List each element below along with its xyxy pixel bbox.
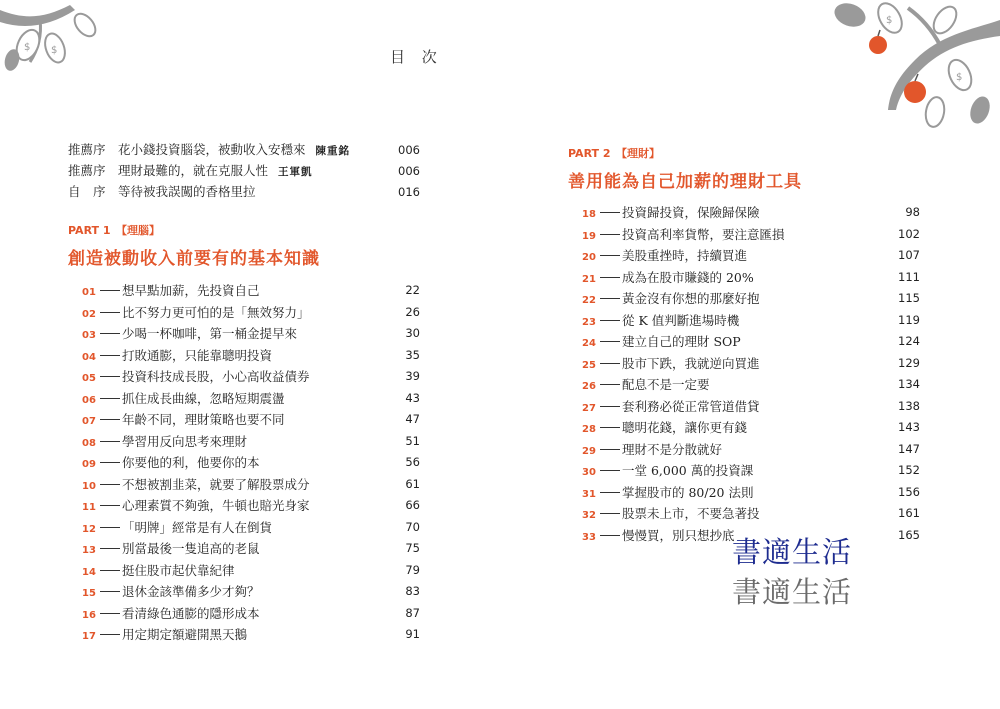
toc-item[interactable] <box>82 581 420 603</box>
leader-dash <box>100 462 120 463</box>
chapter-title: 成為在股市賺錢的 20% <box>622 269 754 285</box>
chapter-number: 06 <box>82 394 96 406</box>
chapter-number: 28 <box>582 424 596 435</box>
chapter-number: 13 <box>82 545 96 556</box>
tree-branch-icon <box>0 0 110 90</box>
chapter-page: 115 <box>898 291 920 305</box>
chapter-page: 147 <box>898 441 920 456</box>
chapter-number: 30 <box>582 467 596 478</box>
chapter-title: 慢慢買，別只想抄底 <box>622 527 735 543</box>
chapter-title: 比不努力更可怕的是「無效努力」 <box>122 304 310 320</box>
leader-dash <box>100 441 120 442</box>
leader-dash <box>100 484 120 485</box>
leader-dash <box>600 406 620 407</box>
chapter-title: 投資歸投資，保險歸保險 <box>622 205 760 220</box>
chapter-page: 152 <box>898 463 920 477</box>
chapter-page: 124 <box>898 334 920 348</box>
toc-item[interactable] <box>582 310 920 332</box>
leader-dash <box>600 535 620 536</box>
part2-heading: 善用能為自己加薪的理財工具 <box>568 172 802 192</box>
leader-dash <box>600 277 620 278</box>
chapter-page: 165 <box>898 527 920 542</box>
part1-toc-list <box>82 280 420 646</box>
chapter-title: 黃金沒有你想的那麼好抱 <box>622 291 760 306</box>
chapter-number: 33 <box>582 531 596 543</box>
chapter-title: 美股重挫時，持續買進 <box>622 248 748 263</box>
chapter-page: 91 <box>405 627 420 641</box>
preface-kind: 推薦序 <box>68 163 106 178</box>
leader-dash <box>600 255 620 256</box>
chapter-title: 想早點加薪，先投資自己 <box>122 283 260 298</box>
svg-text:$: $ <box>24 42 31 53</box>
chapter-page: 39 <box>405 369 420 383</box>
chapter-page: 161 <box>898 506 920 520</box>
chapter-page: 47 <box>405 412 420 426</box>
toc-item[interactable] <box>82 345 420 367</box>
svg-text:$: $ <box>51 45 58 56</box>
chapter-page: 70 <box>405 519 420 534</box>
preface-row[interactable] <box>68 140 420 160</box>
leader-dash <box>600 320 620 321</box>
toc-item[interactable] <box>82 323 420 345</box>
chapter-number: 26 <box>582 381 596 392</box>
leader-dash <box>100 333 120 334</box>
toc-item[interactable] <box>82 474 420 496</box>
chapter-page: 66 <box>405 498 420 512</box>
toc-item[interactable] <box>82 280 420 302</box>
chapter-title: 不想被割韭菜，就要了解股票成分 <box>122 476 310 492</box>
chapter-number: 15 <box>82 588 96 599</box>
chapter-title: 退休金該準備多少才夠？ <box>122 584 260 599</box>
leader-dash <box>600 212 620 213</box>
leader-dash <box>100 355 120 356</box>
chapter-title: 投資高利率貨幣，要注意匯損 <box>622 226 785 242</box>
chapter-page: 129 <box>898 355 920 370</box>
chapter-number: 04 <box>82 351 96 363</box>
chapter-number: 32 <box>582 510 596 521</box>
chapter-title: 你要他的利，他要你的本 <box>122 455 260 470</box>
chapter-title: 別當最後一隻追高的老鼠 <box>122 541 260 556</box>
leader-dash <box>600 384 620 385</box>
chapter-page: 79 <box>405 562 420 577</box>
chapter-page: 107 <box>898 248 920 262</box>
part2-label: PART 2 【理財】 <box>568 147 661 160</box>
toc-item[interactable] <box>582 503 920 525</box>
preface-title: 理財最難的，就在克服人性 王軍凱 <box>118 163 313 178</box>
chapter-title: 投資科技成長股，小心高收益債券 <box>122 369 310 384</box>
chapter-title: 年齡不同，理財策略也要不同 <box>122 412 285 427</box>
chapter-number: 23 <box>582 316 596 328</box>
preface-kind: 自 序 <box>68 184 106 199</box>
leader-dash <box>100 634 120 635</box>
chapter-title: 看清綠色通膨的隱形成本 <box>122 605 260 621</box>
chapter-title: 「明牌」經常是有人在倒貨 <box>122 519 273 535</box>
chapter-number: 25 <box>582 359 596 371</box>
toc-item[interactable] <box>82 452 420 474</box>
leader-dash <box>100 613 120 614</box>
leader-dash <box>600 470 620 471</box>
chapter-number: 12 <box>82 523 96 535</box>
chapter-title: 打敗通膨，只能靠聰明投資 <box>122 347 273 363</box>
chapter-page: 83 <box>405 584 420 598</box>
leader-dash <box>100 376 120 377</box>
chapter-number: 29 <box>582 445 596 457</box>
chapter-number: 20 <box>582 252 596 263</box>
chapter-page: 43 <box>405 390 420 405</box>
leader-dash <box>600 427 620 428</box>
chapter-title: 一堂 6,000 萬的投資課 <box>622 463 754 478</box>
leader-dash <box>600 449 620 450</box>
toc-item[interactable] <box>82 495 420 517</box>
chapter-number: 16 <box>82 609 96 621</box>
chapter-title: 理財不是分散就好 <box>622 441 723 457</box>
chapter-page: 30 <box>405 326 420 340</box>
leader-dash <box>600 513 620 514</box>
chapter-number: 18 <box>582 209 596 220</box>
toc-item[interactable] <box>82 603 420 625</box>
chapter-page: 75 <box>405 541 420 555</box>
chapter-title: 建立自己的理財 SOP <box>622 334 741 349</box>
chapter-title: 從 K 值判斷進場時機 <box>622 312 740 328</box>
chapter-number: 05 <box>82 373 96 384</box>
chapter-title: 用定期定額避開黑天鵝 <box>122 627 248 642</box>
toc-item[interactable] <box>582 482 920 504</box>
leader-dash <box>100 591 120 592</box>
chapter-number: 31 <box>582 488 596 500</box>
watermark-blue: 書適生活 <box>732 535 853 569</box>
toc-item[interactable] <box>582 460 920 482</box>
preface-title: 花小錢投資腦袋，被動收入安穩來 陳重銘 <box>118 142 351 157</box>
leader-dash <box>100 527 120 528</box>
leader-dash <box>100 312 120 313</box>
chapter-page: 22 <box>405 283 420 297</box>
page-title: 目 次 <box>390 48 443 66</box>
preface-row[interactable] <box>68 161 420 181</box>
part1-heading: 創造被動收入前要有的基本知識 <box>68 249 320 269</box>
preface-author: 王軍凱 <box>278 166 313 178</box>
leader-dash <box>600 341 620 342</box>
chapter-number: 11 <box>82 502 96 513</box>
chapter-number: 22 <box>582 295 596 306</box>
chapter-title: 學習用反向思考來理財 <box>122 433 248 449</box>
chapter-title: 挺住股市起伏靠紀律 <box>122 562 235 578</box>
chapter-number: 02 <box>82 308 96 320</box>
toc-item[interactable] <box>82 302 420 324</box>
toc-item[interactable] <box>582 353 920 375</box>
toc-item[interactable] <box>82 431 420 453</box>
chapter-page: 98 <box>905 205 920 219</box>
toc-item[interactable] <box>582 224 920 246</box>
chapter-number: 19 <box>582 230 596 242</box>
toc-item[interactable] <box>82 624 420 646</box>
toc-item[interactable] <box>82 388 420 410</box>
chapter-title: 掌握股市的 80/20 法則 <box>622 484 754 500</box>
toc-item[interactable] <box>82 560 420 582</box>
chapter-page: 119 <box>898 312 920 327</box>
chapter-page: 56 <box>405 455 420 469</box>
chapter-page: 87 <box>405 605 420 620</box>
svg-text:$: $ <box>956 72 963 83</box>
toc-item[interactable] <box>582 267 920 289</box>
chapter-number: 21 <box>582 273 596 285</box>
chapter-title: 套利務必從正常管道借貸 <box>622 398 760 414</box>
chapter-title: 配息不是一定要 <box>622 377 710 392</box>
toc-item[interactable] <box>82 409 420 431</box>
preface-page: 016 <box>398 185 420 199</box>
toc-item[interactable] <box>582 202 920 224</box>
watermark-gray: 書適生活 <box>732 575 853 609</box>
toc-item[interactable] <box>582 374 920 396</box>
leader-dash <box>600 363 620 364</box>
preface-page: 006 <box>398 143 420 157</box>
leader-dash <box>600 234 620 235</box>
chapter-title: 少喝一杯咖啡，第一桶金提早來 <box>122 326 298 341</box>
chapter-number: 14 <box>82 566 96 578</box>
chapter-page: 111 <box>898 269 920 284</box>
leader-dash <box>100 290 120 291</box>
chapter-number: 27 <box>582 402 596 414</box>
chapter-title: 抓住成長曲線，忽略短期震盪 <box>122 390 285 406</box>
leader-dash <box>100 570 120 571</box>
chapter-title: 心理素質不夠強，牛頓也賠光身家 <box>122 498 310 513</box>
part1-label: PART 1 【理腦】 <box>68 224 161 237</box>
chapter-page: 102 <box>898 226 920 241</box>
leader-dash <box>600 298 620 299</box>
chapter-page: 26 <box>405 304 420 319</box>
chapter-number: 09 <box>82 459 96 470</box>
toc-item[interactable] <box>82 366 420 388</box>
chapter-number: 01 <box>82 287 96 298</box>
chapter-page: 51 <box>405 433 420 448</box>
toc-item[interactable] <box>582 245 920 267</box>
chapter-title: 股票未上市，不要急著投 <box>622 506 760 521</box>
toc-item[interactable] <box>82 538 420 560</box>
leader-dash <box>100 548 120 549</box>
leader-dash <box>100 505 120 506</box>
leader-dash <box>600 492 620 493</box>
preface-kind: 推薦序 <box>68 142 106 157</box>
toc-item[interactable] <box>582 331 920 353</box>
chapter-title: 聰明花錢，讓你更有錢 <box>622 420 748 435</box>
leader-dash <box>100 398 120 399</box>
chapter-page: 156 <box>898 484 920 499</box>
chapter-page: 138 <box>898 398 920 413</box>
preface-title: 等待被我誤闖的香格里拉 <box>118 184 256 199</box>
chapter-number: 07 <box>82 416 96 427</box>
chapter-page: 134 <box>898 377 920 391</box>
chapter-number: 17 <box>82 631 96 642</box>
preface-row[interactable] <box>68 182 420 202</box>
toc-item[interactable] <box>582 417 920 439</box>
chapter-page: 35 <box>405 347 420 362</box>
part2-toc-list <box>582 202 920 546</box>
toc-item[interactable] <box>582 288 920 310</box>
preface-page: 006 <box>398 164 420 178</box>
chapter-number: 03 <box>82 330 96 341</box>
preface-author: 陳重銘 <box>315 145 351 157</box>
chapter-number: 10 <box>82 480 96 492</box>
chapter-number: 24 <box>582 338 596 349</box>
toc-item[interactable] <box>82 517 420 539</box>
toc-item[interactable] <box>582 396 920 418</box>
svg-text:$: $ <box>886 15 893 26</box>
toc-item[interactable] <box>582 439 920 461</box>
chapter-number: 08 <box>82 437 96 449</box>
chapter-page: 61 <box>405 476 420 491</box>
tree-branch-with-apples-icon <box>820 0 1000 150</box>
leader-dash <box>100 419 120 420</box>
chapter-page: 143 <box>898 420 920 434</box>
chapter-title: 股市下跌，我就逆向買進 <box>622 355 760 371</box>
